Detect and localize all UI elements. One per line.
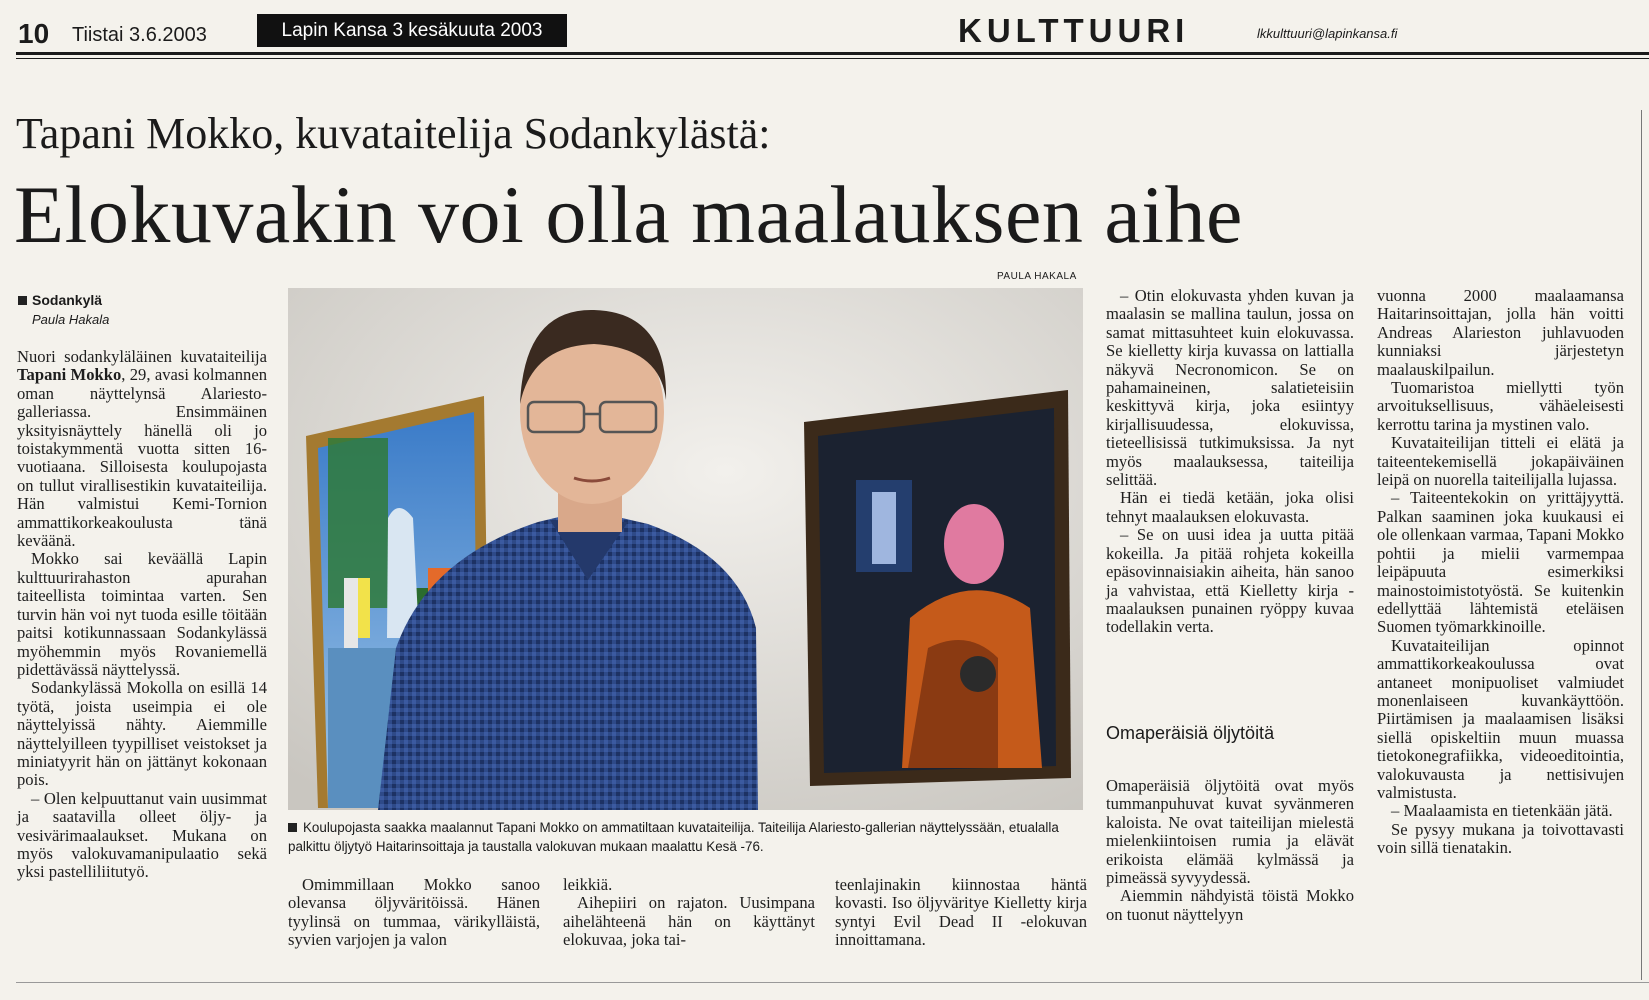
article-column-2 bbox=[1106, 287, 1354, 637]
paragraph: Tuomaristoa miellytti työn arvoituksellisuus, vähäeleisesti kerrottu tarina ja mystinen valo. bbox=[1377, 378, 1624, 434]
header-rule-thin bbox=[16, 58, 1649, 59]
paragraph: Mokko sai keväällä Lapin kulttuurirahaston apurahan taiteellista toimintaa varten. Sen turvin hän voi nyt tuoda esille töitään paitsi kotikunnassaan Sodankylässä myöhemmin myös Rovaniemellä pidettävässä näyttelyssä. bbox=[17, 549, 267, 679]
paragraph: – Maalaamista en tietenkään jätä. bbox=[1391, 801, 1613, 821]
author: Paula Hakala bbox=[32, 312, 110, 327]
paragraph: Aiemmin nähdyistä töistä Mokko on tuonut näyttelyyn bbox=[1106, 886, 1354, 924]
paragraph: Aihepiiri on rajaton. Uusimpana aihelähteenä hän on käyttänyt elokuvaa, joka tai- bbox=[563, 893, 815, 950]
bullet-square-icon bbox=[18, 296, 27, 305]
paragraph: – Taiteentekokin on yrittäjyyttä. Palkan saaminen joka kuukausi ei ole ollenkaan varmaa, Tapani Mokko pohtii ja mielii varmempaa leipäpuuta esimerkiksi mainostoimistotyöstä. Se kuitenkin edellyttää lähtemistä eteläisen Suomen työmarkkinoille. bbox=[1377, 488, 1624, 637]
paragraph: Omimmillaan Mokko sanoo olevansa öljyväritöissä. Hänen tyylinsä on tummaa, värikylläistä, syvien varjojen ja valon bbox=[288, 875, 540, 950]
bullet-square-icon bbox=[288, 823, 297, 832]
article-column-6 bbox=[835, 876, 1087, 950]
paragraph: Sodankylässä Mokolla on esillä 14 työtä, joista useimpia ei ole näyttelyissä nähty. Aiemmille näyttelyilleen tyypilliset veistokset ja miniatyyrit hän on jättänyt kokonaan pois. bbox=[17, 678, 267, 790]
photo-credit: PAULA HAKALA bbox=[997, 271, 1077, 282]
paragraph: Nuori sodankyläläinen kuvataiteilija Tapani Mokko, 29, avasi kolmannen oman näyttelynsä Alariesto-galleriassa. Ensimmäinen yksityisnäyttely hänellä oli jo toistakymmentä vuotta sitten 16-vuotiaana. Silloisesta koulupojasta on tullut virallisestikin kuvataiteilija. Hän valmistui Kemi-Tornion ammattikorkeakoulusta tänä keväänä. bbox=[17, 347, 267, 551]
article-column-2-continued bbox=[1106, 777, 1354, 924]
section-title: KULTTUURI bbox=[958, 12, 1190, 49]
dateline bbox=[18, 292, 102, 308]
article-column-5 bbox=[563, 876, 815, 950]
photo-caption: Koulupojasta saakka maalannut Tapani Mokko on ammatiltaan kuvataiteilija. Taiteilija Alariesto-gallerian näyttelyssään, etualalla palkittu öljytyö Haitarinsoittaja ja taustalla valokuvan mukaan maalattu Kesä -76. bbox=[288, 820, 1059, 854]
section-email: lkkulttuuri@lapinkansa.fi bbox=[1257, 26, 1398, 41]
article-column-4 bbox=[288, 876, 540, 950]
paragraph: Kuvataiteilijan titteli ei elätä ja taiteentekemisellä jokapäiväinen leipä on nuorella taiteilijalla lujassa. bbox=[1377, 433, 1624, 490]
paragraph: – Se on uusi idea ja uutta pitää kokeilla. Ja pitää rohjeta kokeilla epäsovinnaisiakin aiheita, hän sanoo ja vahvistaa, että Kielletty kirja -maalauksen punainen ryöppy kuvaa todellakin verta. bbox=[1106, 525, 1354, 637]
article-column-3 bbox=[1377, 287, 1624, 858]
article-subheading: Omaperäisiä öljytöitä bbox=[1106, 723, 1275, 743]
article-headline: Elokuvakin voi olla maalauksen aihe bbox=[14, 169, 1243, 260]
page-number: 10 bbox=[18, 18, 50, 49]
footer-rule bbox=[16, 982, 1649, 983]
paragraph: Se pysyy mukana ja toivottavasti voin sillä tienatakin. bbox=[1377, 819, 1624, 858]
dateline-text: Sodankylä bbox=[32, 292, 103, 308]
column-rule bbox=[1641, 110, 1642, 980]
paragraph: Omaperäisiä öljytöitä ovat myös tummanpuhuvat kuvat syvänmeren kaloista. Ne ovat taiteilijan mielestä mielenkiintoisen rumia ja elävät erikoista elämää kylmässä ja pimeässä syvyydessä. bbox=[1106, 776, 1354, 888]
article-column-1 bbox=[17, 348, 267, 882]
article-photo bbox=[288, 288, 1083, 810]
paragraph: vuonna 2000 maalaamansa Haitarinsoittajan, jolla hän voitti Andreas Alarieston juhlavuoden kunniaksi järjestetyn maalauskilpailun. bbox=[1377, 286, 1624, 379]
paragraph: leikkiä. bbox=[563, 875, 613, 894]
issue-date: Tiistai 3.6.2003 bbox=[72, 24, 207, 46]
paragraph: Hän ei tiedä ketään, joka olisi tehnyt maalauksen elokuvasta. bbox=[1106, 488, 1354, 526]
source-label: Lapin Kansa 3 kesäkuuta 2003 bbox=[257, 14, 567, 47]
paragraph: Kuvataiteilijan opinnot ammattikorkeakoulussa ovat antaneet monipuoliset valmiudet monenlaiseen kuvankäyttöön. Piirtämisen ja maalaamisen lisäksi siellä opiskeltiin muun muassa tietokonegrafiikka, videoeditointia, valokuvausta ja nettisivujen valmistusta. bbox=[1377, 635, 1624, 802]
paragraph: – Otin elokuvasta yhden kuvan ja maalasin se mallina taulun, jossa on samat mittasuhteet kuin elokuvassa. Se kielletty kirja kuvassa on lattialla näkyvä Necronomicon. Se on pahamaineinen, salatieteisiin keskittyvä kirja, joka esiintyy kirjallisuudessa, elokuvissa, tieteellisissä tutkimuksissa. Ja nyt myös maalauksessa, taiteilija selittää. bbox=[1106, 286, 1354, 490]
paragraph: teenlajinakin kiinnostaa häntä kovasti. Iso öljyväritye Kielletty kirja syntyi Evil Dead II -elokuvan innoittamana. bbox=[835, 875, 1087, 950]
paragraph: – Olen kelpuuttanut vain uusimmat ja saatavilla olleet öljy- ja vesivärimaalaukset. Mukana on myös valokuvamanipulaatio sekä yksi pastelliliitutyö. bbox=[17, 788, 267, 882]
article-kicker: Tapani Mokko, kuvataitelija Sodankylästä: bbox=[16, 109, 771, 158]
header-rule bbox=[16, 52, 1649, 55]
